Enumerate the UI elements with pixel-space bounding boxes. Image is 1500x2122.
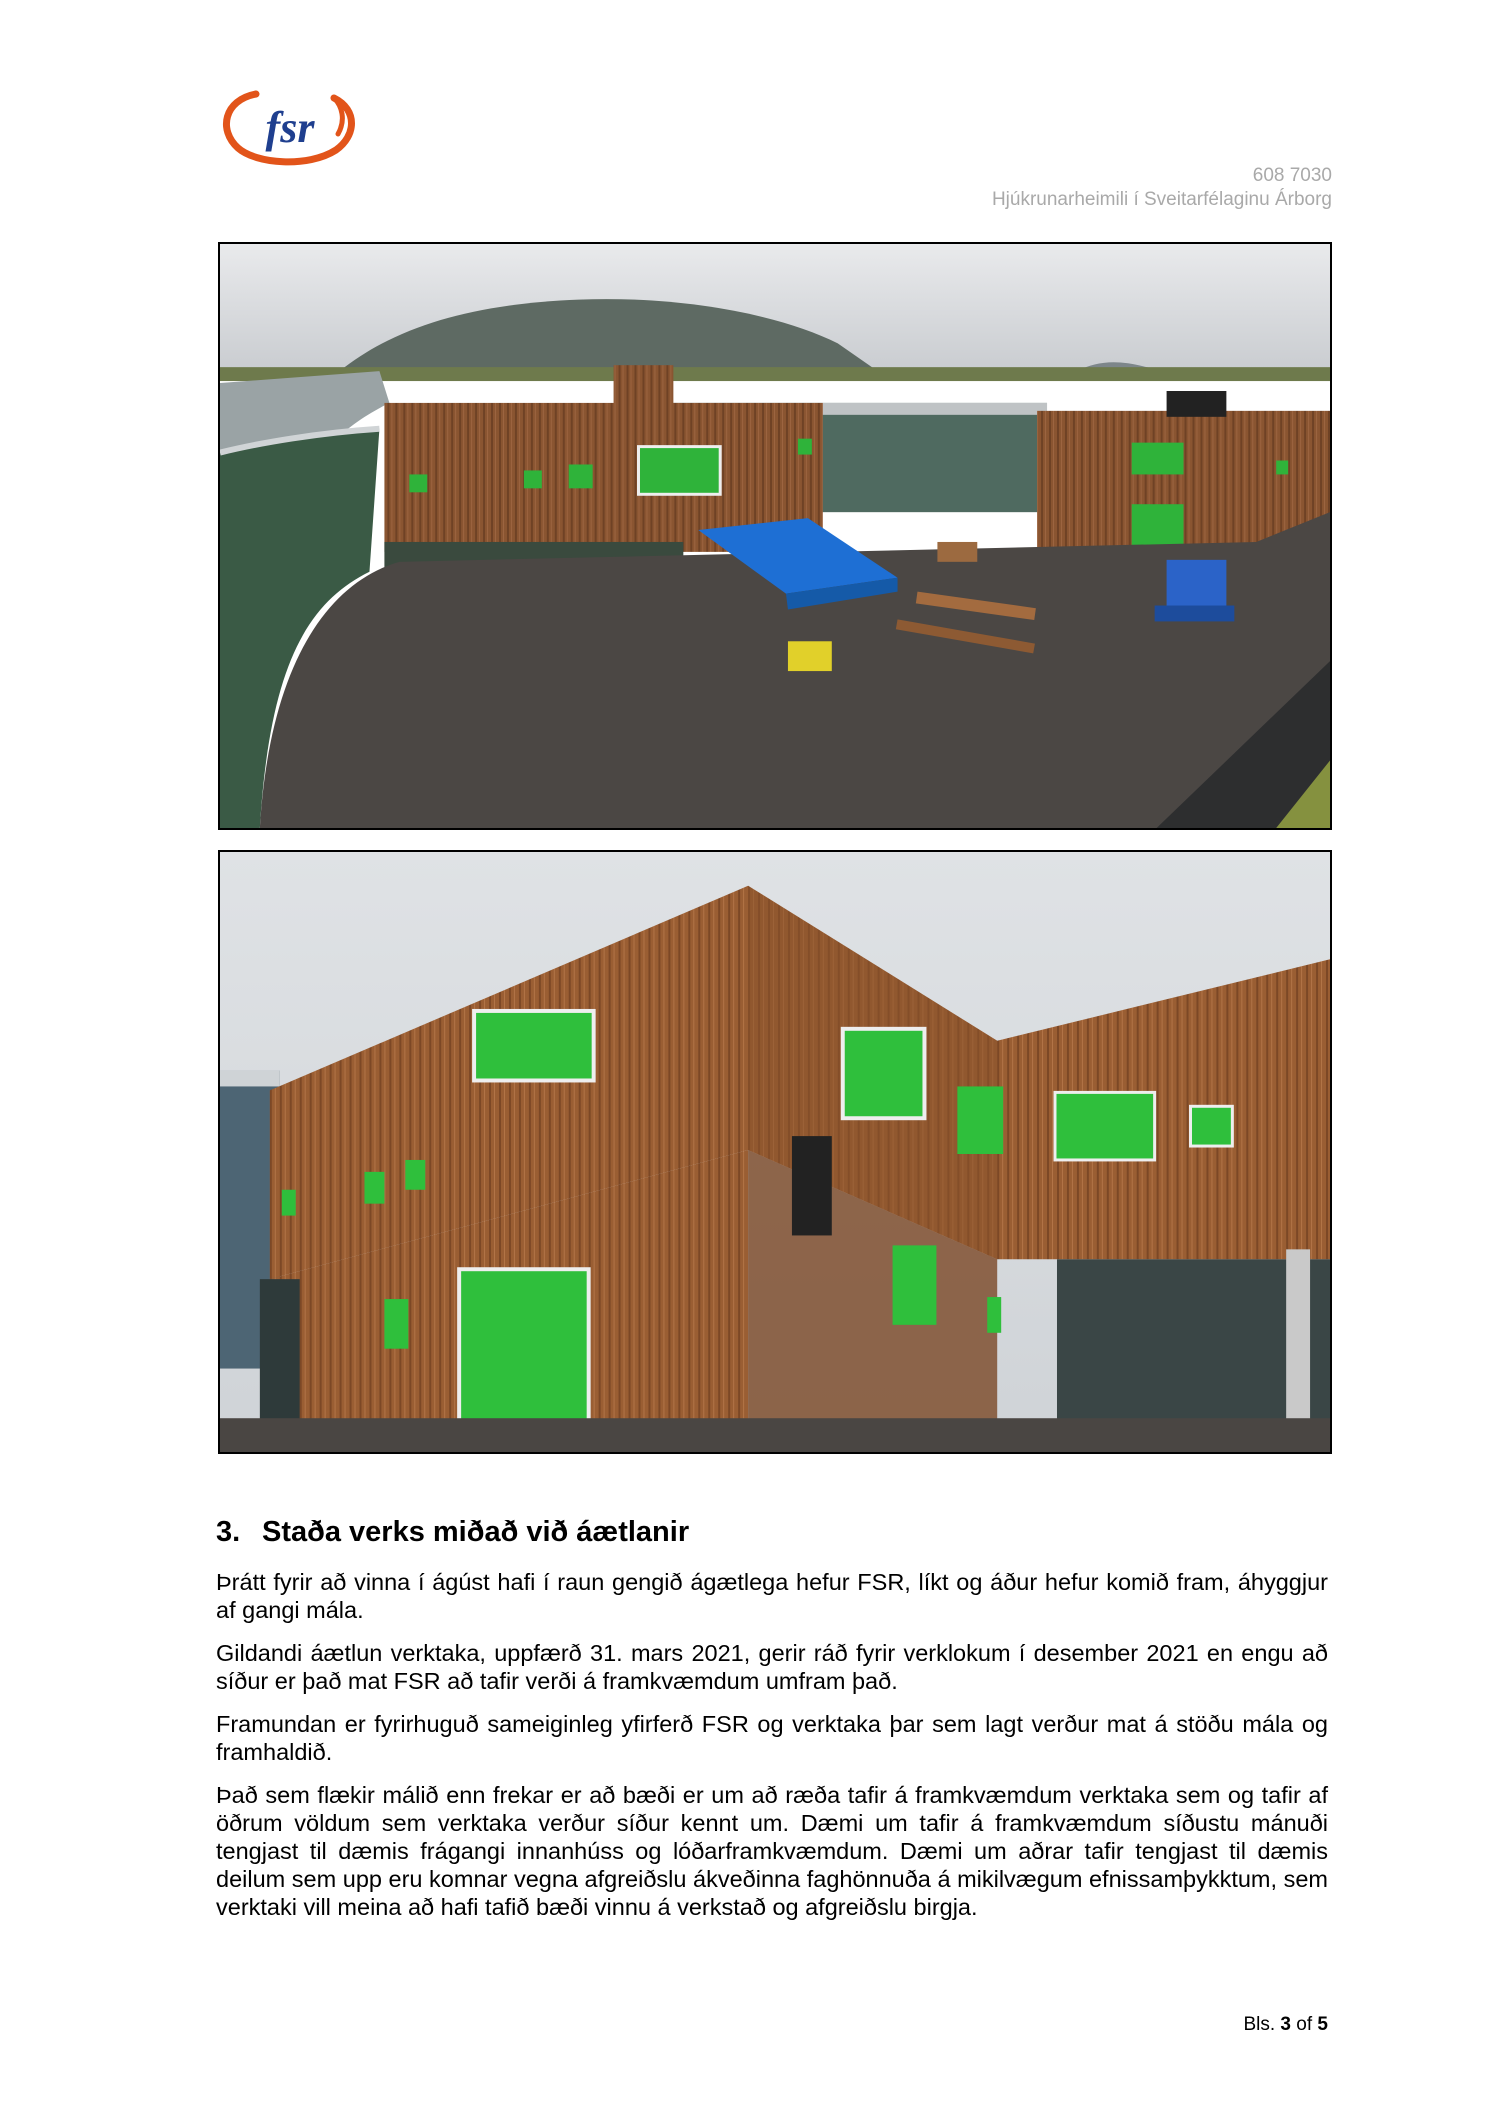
section-heading [216,1516,689,1549]
section-title-text: Staða verks miðað við áætlanir [262,1516,690,1548]
logo-text: fsr [265,103,315,152]
section-number: 3. [216,1516,241,1548]
header-phone: 608 7030 [1252,165,1332,186]
header-project: Hjúkrunarheimili í Sveitarfélaginu Árborg [991,189,1332,210]
page-current: 3 [1280,2014,1291,2035]
page-total: 5 [1317,2014,1328,2035]
header-info [992,164,1332,212]
timber-building-photo [218,850,1332,1454]
paragraph: Þrátt fyrir að vinna í ágúst hafi í raun gengið ágætlega hefur FSR, líkt og áður hefur komið fram, áhyggjur af gangi mála. [216,1569,1328,1623]
paragraph: Gildandi áætlun verktaka, uppfærð 31. mars 2021, gerir ráð fyrir verklokum í desember 2021 en engu að síður er það mat FSR að tafir verði á framkvæmdum umfram það. [216,1640,1328,1694]
page-number [1243,2014,1328,2036]
page-prefix: Bls. [1243,2014,1276,2035]
paragraph: Það sem flækir málið enn frekar er að bæði er um að ræða tafir á framkvæmdum verktaka sem og tafir af öðrum völdum sem verktaka verður síður kennt um. Dæmi um tafir á framkvæmdum síðustu mánuði tengjast til dæmis frágangi innanhúss og lóðarframkvæmdum. Dæmi um aðrar tafir tengjast til dæmis deilum sem upp eru komnar vegna afgreiðslu ákveðinna faghönnuða á mikilvægum efnissamþykktum, sem verktaki vill meina að hafi tafið bæði vinnu á verkstað og afgreiðslu birgja. [216,1782,1328,1920]
body-text [216,1568,1328,1936]
courtyard-construction-photo [218,242,1332,830]
paragraph: Framundan er fyrirhuguð sameiginleg yfirferð FSR og verktaka þar sem lagt verður mat á stöðu mála og framhaldið. [216,1711,1328,1765]
page-of: of [1296,2014,1313,2035]
fsr-logo [216,86,362,172]
